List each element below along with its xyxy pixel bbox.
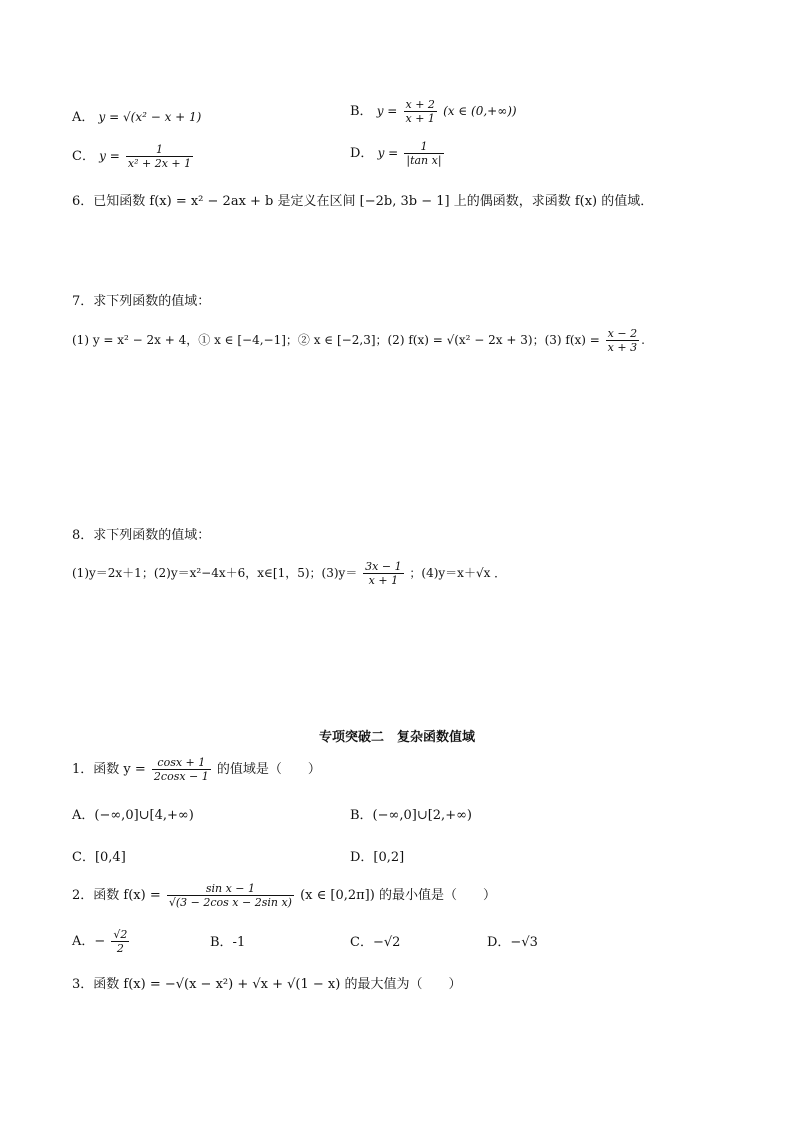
- question-7-title: 7．求下列函数的值域：: [72, 294, 211, 309]
- s2q1-option-d: D．[0,2]: [350, 850, 405, 865]
- question-prefix: 1．函数 y =: [72, 762, 146, 777]
- q5-option-b: [350, 98, 517, 125]
- question-8-title: 8．求下列函数的值域：: [72, 528, 211, 543]
- fraction: [363, 560, 403, 587]
- question-8-body: [72, 560, 506, 587]
- fraction-denominator: 2cosx − 1: [153, 770, 209, 783]
- fraction-numerator: x − 2: [607, 327, 638, 340]
- section-title: 专项突破二 复杂函数值域: [318, 730, 475, 745]
- fraction-denominator: √(3 − 2cos x − 2sin x): [168, 896, 292, 909]
- question-6: 6．已知函数 f(x) = x² − 2ax + b 是定义在区间 [−2b, 3b − 1] 上的偶函数，求函数 f(x) 的值域．: [72, 194, 654, 209]
- s2-question-1: [72, 756, 321, 783]
- fraction-denominator: |tan x|: [406, 154, 442, 167]
- fraction-numerator: sin x − 1: [205, 882, 255, 895]
- question-7-parts: (1) y = x² − 2x + 4，① x ∈ [−4,−1]；② x ∈ [−2,3]；(2) f(x) = √(x² − 2x + 3)；(3) f(x) =: [72, 333, 600, 347]
- option-label: B．: [350, 104, 373, 119]
- option-label: D．: [350, 146, 374, 161]
- s2q2-option-c: C．−√2: [350, 935, 401, 950]
- question-suffix: 的值域是（ ）: [216, 762, 321, 777]
- fraction: [126, 143, 193, 170]
- punctuation: .: [641, 333, 645, 347]
- s2q1-option-c: C．[0,4]: [72, 850, 126, 865]
- s2q2-option-d: D．−√3: [487, 935, 538, 950]
- fraction-denominator: x + 1: [363, 573, 403, 587]
- fraction-numerator: √2: [113, 928, 128, 941]
- fraction-denominator: x + 1: [405, 112, 435, 125]
- option-lhs: y =: [377, 146, 399, 160]
- s2q2-option-b: B．-1: [210, 935, 246, 950]
- fraction: [404, 98, 437, 125]
- question-suffix: (x ∈ [0,2π]) 的最小值是（ ）: [300, 888, 496, 903]
- fraction-numerator: 1: [156, 143, 163, 156]
- fraction-numerator: 3x − 1: [365, 560, 402, 573]
- q5-option-a: [72, 108, 201, 127]
- option-lhs: y =: [376, 104, 398, 118]
- s2q1-option-a: A．(−∞,0]∪[4,+∞): [72, 808, 194, 823]
- fraction: [152, 756, 211, 783]
- fraction: [606, 327, 639, 354]
- fraction-denominator: 2: [111, 941, 129, 955]
- question-prefix: 2．函数 f(x) =: [72, 888, 161, 903]
- fraction: [111, 928, 129, 955]
- fraction-numerator: cosx + 1: [157, 756, 206, 769]
- s2-question-3: 3．函数 f(x) = −√(x − x²) + √x + √(1 − x) 的最大值为（ ）: [72, 977, 462, 992]
- fraction-numerator: 1: [420, 140, 428, 153]
- question-7-body: [72, 327, 645, 354]
- question-8-parts: (1)y＝2x＋1；(2)y＝x²−4x＋6，x∈[1，5)；(3)y＝: [72, 566, 358, 580]
- option-domain: (x ∈ (0,+∞)): [443, 104, 517, 118]
- s2q2-option-a: [72, 928, 131, 955]
- fraction-numerator: x + 2: [405, 98, 435, 111]
- option-lhs: y =: [99, 149, 120, 163]
- option-label: A．: [72, 110, 95, 125]
- question-8-parts-end: ；(4)y＝x＋√x ．: [409, 566, 507, 580]
- fraction: [404, 140, 443, 167]
- option-label: C．: [72, 149, 95, 164]
- fraction-denominator: x + 3: [607, 341, 638, 354]
- option-expr: y = √(x² − x + 1): [98, 110, 202, 124]
- fraction-denominator: x² + 2x + 1: [127, 157, 192, 170]
- q5-option-d: [350, 140, 446, 167]
- s2-question-2: [72, 882, 496, 909]
- s2q1-option-b: B．(−∞,0]∪[2,+∞): [350, 808, 472, 823]
- q5-option-c: [72, 143, 195, 170]
- fraction: [167, 882, 294, 909]
- option-label: A．−: [72, 934, 106, 949]
